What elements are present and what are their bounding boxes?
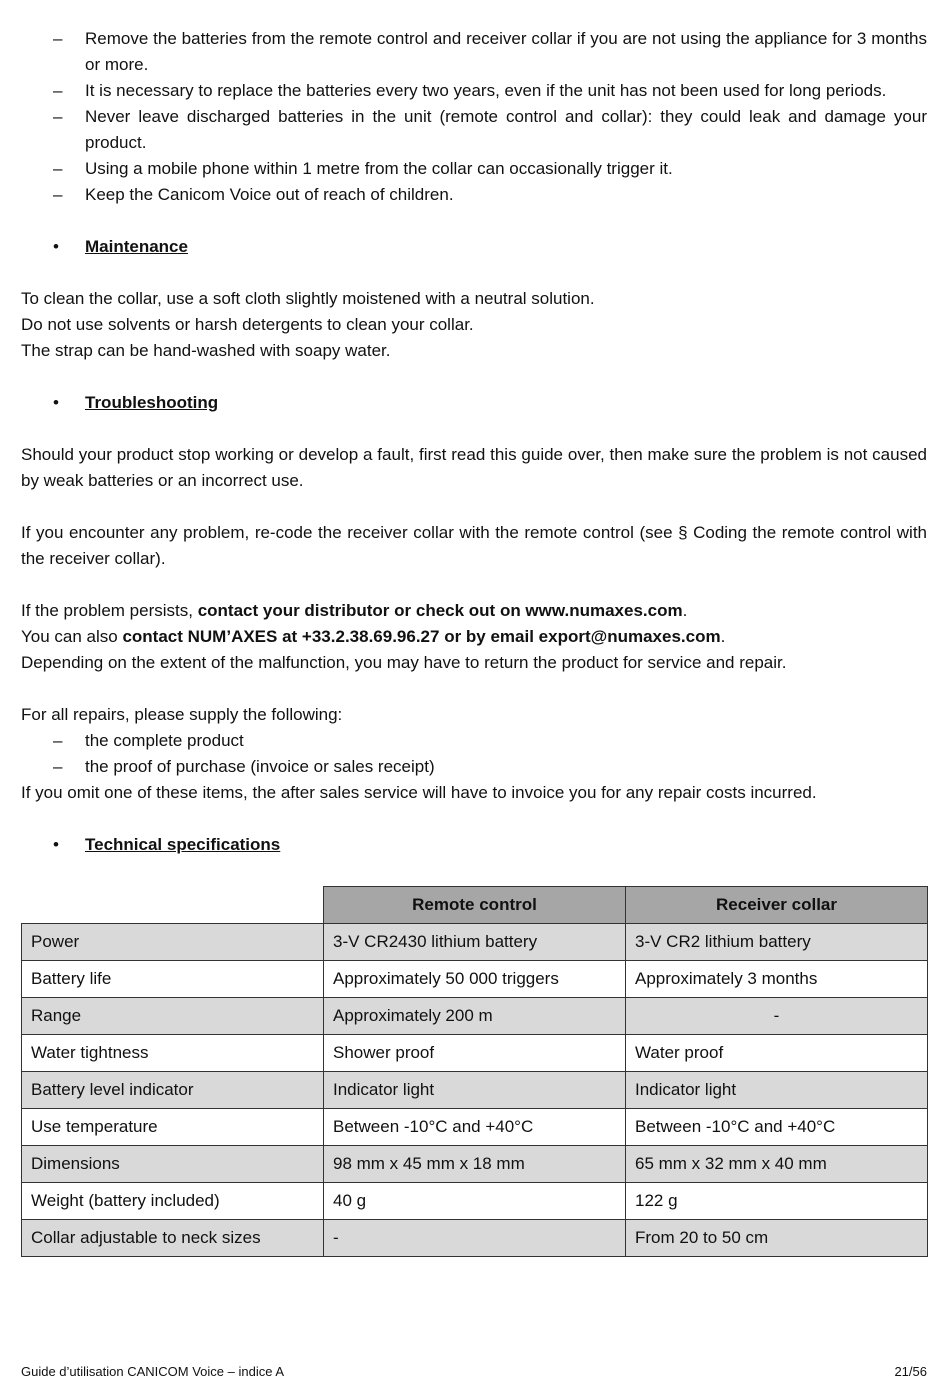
bullet-icon: • <box>53 835 59 854</box>
dash-marker: – <box>53 159 63 178</box>
bullet-icon: • <box>53 393 59 412</box>
section-heading-specs: • Technical specifications <box>21 832 927 858</box>
maintenance-line: Do not use solvents or harsh detergents to clean your collar. <box>21 315 474 334</box>
troubleshooting-paragraph: If you encounter any problem, re-code the receiver collar with the remote control (see § Coding the remote control with the receiver collar). <box>21 523 927 568</box>
table-row: Power 3-V CR2430 lithium battery 3-V CR2 lithium battery <box>22 924 928 961</box>
column-header-remote: Remote control <box>324 887 626 924</box>
section-heading-maintenance: • Maintenance <box>21 234 927 260</box>
contact-numaxes-line: You can also contact NUM’AXES at +33.2.38.69.96.27 or by email export@numaxes.com. <box>21 627 726 646</box>
maintenance-line: The strap can be hand-washed with soapy water. <box>21 341 391 360</box>
dash-marker: – <box>53 731 63 750</box>
table-row: Use temperature Between -10°C and +40°C Between -10°C and +40°C <box>22 1109 928 1146</box>
repairs-intro: For all repairs, please supply the following: <box>21 705 343 724</box>
table-row: Weight (battery included) 40 g 122 g <box>22 1183 928 1220</box>
list-item: – Remove the batteries from the remote control and receiver collar if you are not using the appliance for 3 months or more. <box>21 26 927 78</box>
warnings-list <box>21 26 927 208</box>
table-row: Water tightness Shower proof Water proof <box>22 1035 928 1072</box>
column-header-collar: Receiver collar <box>626 887 928 924</box>
table-row: Range Approximately 200 m - <box>22 998 928 1035</box>
footer-page-number: 21/56 <box>894 1364 927 1379</box>
malfunction-note: Depending on the extent of the malfunction, you may have to return the product for service and repair. <box>21 653 787 672</box>
dash-marker: – <box>53 757 63 776</box>
list-item: – It is necessary to replace the batteries every two years, even if the unit has not been used for long periods. <box>21 78 927 104</box>
document-page <box>21 26 927 1257</box>
table-row: Collar adjustable to neck sizes - From 20 to 50 cm <box>22 1220 928 1257</box>
page-footer <box>21 1364 927 1379</box>
list-item: – Using a mobile phone within 1 metre from the collar can occasionally trigger it. <box>21 156 927 182</box>
specs-table <box>21 886 928 1257</box>
table-row: Battery level indicator Indicator light Indicator light <box>22 1072 928 1109</box>
footer-document-title: Guide d’utilisation CANICOM Voice – indice A <box>21 1364 285 1379</box>
maintenance-line: To clean the collar, use a soft cloth slightly moistened with a neutral solution. <box>21 289 595 308</box>
list-item: – the proof of purchase (invoice or sales receipt) <box>21 754 927 780</box>
dash-marker: – <box>53 185 63 204</box>
troubleshooting-paragraph: Should your product stop working or develop a fault, first read this guide over, then make sure the problem is not caused by weak batteries or an incorrect use. <box>21 445 927 490</box>
omit-note: If you omit one of these items, the after sales service will have to invoice you for any repair costs incurred. <box>21 783 817 802</box>
section-heading-troubleshooting: • Troubleshooting <box>21 390 927 416</box>
table-header-row <box>22 887 928 924</box>
list-item: – the complete product <box>21 728 927 754</box>
bullet-icon: • <box>53 237 59 256</box>
list-item: – Keep the Canicom Voice out of reach of children. <box>21 182 927 208</box>
list-item: – Never leave discharged batteries in the unit (remote control and collar): they could leak and damage your product. <box>21 104 927 156</box>
table-row: Dimensions 98 mm x 45 mm x 18 mm 65 mm x 32 mm x 40 mm <box>22 1146 928 1183</box>
contact-distributor-line: If the problem persists, contact your distributor or check out on www.numaxes.com. <box>21 601 688 620</box>
dash-marker: – <box>53 81 63 100</box>
repairs-list <box>21 728 927 780</box>
dash-marker: – <box>53 29 63 48</box>
table-row: Battery life Approximately 50 000 triggers Approximately 3 months <box>22 961 928 998</box>
dash-marker: – <box>53 107 63 126</box>
